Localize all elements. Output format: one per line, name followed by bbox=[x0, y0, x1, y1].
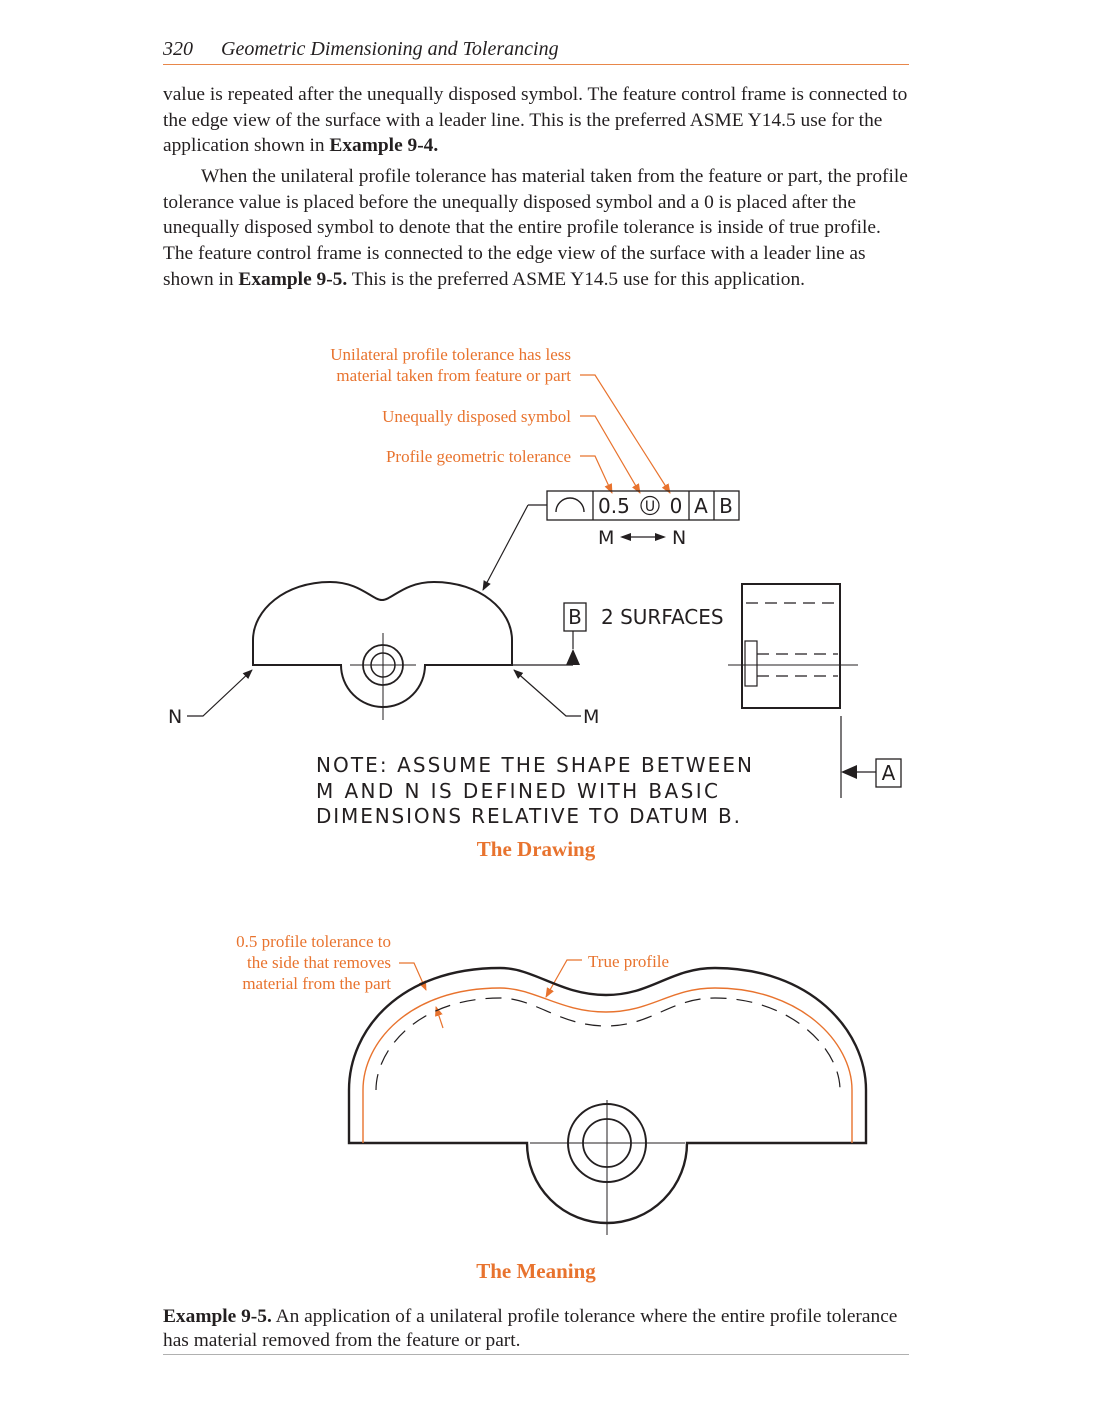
callout-unilateral-line2: material taken from feature or part bbox=[336, 366, 571, 385]
callout-tolerance-line2: the side that removes bbox=[247, 953, 391, 972]
between-left-label: M bbox=[598, 527, 615, 549]
drawing-title: The Drawing bbox=[476, 837, 596, 861]
m-n-leaders bbox=[168, 670, 599, 728]
profile-of-surface-icon bbox=[556, 498, 584, 512]
callout-unilateral-line1: Unilateral profile tolerance has less bbox=[330, 345, 571, 364]
callout-tolerance-line1: 0.5 profile tolerance to bbox=[236, 932, 391, 951]
datum-b-triangle-icon bbox=[566, 649, 580, 665]
page-number: 320 bbox=[163, 38, 193, 60]
label-m: M bbox=[583, 706, 600, 728]
fcf-modifier: U bbox=[644, 499, 656, 515]
datum-b-letter: B bbox=[568, 605, 582, 629]
callout-profile-tolerance: Profile geometric tolerance bbox=[385, 447, 571, 466]
drawing-callouts bbox=[330, 345, 670, 493]
note-line-1: NOTE: ASSUME THE SHAPE BETWEEN bbox=[316, 753, 752, 777]
paragraph-1-text: value is repeated after the unequally disposed symbol. The feature control frame is connected to the edge view of the surface with a leader line. This is the preferred ASME Y14.5 use for the application shown in bbox=[163, 84, 908, 157]
meaning-title: The Meaning bbox=[476, 1259, 596, 1283]
label-n: N bbox=[168, 706, 183, 728]
caption-label: Example 9-5. bbox=[163, 1306, 272, 1327]
meaning-callouts bbox=[236, 932, 669, 1028]
note-line-3: DIMENSIONS RELATIVE TO DATUM B. bbox=[316, 804, 740, 828]
drawing-note bbox=[316, 753, 752, 828]
footer-rule bbox=[163, 1354, 909, 1355]
book-title: Geometric Dimensioning and Tolerancing bbox=[221, 38, 559, 60]
meaning-part bbox=[349, 968, 866, 1235]
note-line-2: M AND N IS DEFINED WITH BASIC bbox=[316, 779, 718, 803]
callout-unequally-disposed: Unequally disposed symbol bbox=[382, 407, 571, 426]
part-front-view bbox=[253, 582, 573, 720]
leader-profile bbox=[580, 456, 612, 493]
datum-a-triangle-icon bbox=[841, 765, 857, 779]
datum-b-note: 2 SURFACES bbox=[601, 605, 724, 629]
fcf-leader bbox=[483, 505, 528, 590]
fcf-datum-b: B bbox=[719, 494, 733, 518]
leader-tolerance-outer bbox=[399, 963, 426, 990]
between-indicator bbox=[598, 527, 686, 549]
leader-unilateral bbox=[580, 375, 670, 493]
example-ref-9-4: Example 9-4. bbox=[329, 135, 439, 157]
figure-caption bbox=[163, 1305, 909, 1352]
paragraph-2-text-end: This is the preferred ASME Y14.5 use for this application. bbox=[347, 268, 805, 290]
between-right-label: N bbox=[672, 527, 687, 549]
fcf-tolerance-value: 0.5 bbox=[598, 494, 630, 518]
fcf-datum-a: A bbox=[694, 494, 708, 518]
part-side-view bbox=[728, 584, 901, 798]
datum-b-feature bbox=[564, 603, 724, 665]
datum-a-letter: A bbox=[881, 761, 896, 785]
between-arrow-left-icon bbox=[620, 533, 631, 541]
fcf-after-value: 0 bbox=[669, 494, 683, 518]
example-ref-9-5: Example 9-5. bbox=[238, 268, 348, 290]
callout-true-profile: True profile bbox=[588, 952, 670, 971]
between-arrow-right-icon bbox=[655, 533, 666, 541]
leader-unequally bbox=[580, 416, 640, 493]
callout-tolerance-line3: material from the part bbox=[242, 974, 391, 993]
paragraph-2-text: When the unilateral profile tolerance has material taken from the feature or part, the profile tolerance value is placed before the unequally disposed symbol and a 0 is placed after the unequally disposed symbol to denote that the entire profile tolerance is inside of true profile. The feature control frame is connected to the edge view of the surface with a leader line as shown in bbox=[163, 166, 908, 290]
caption-text: An application of a unilateral profile tolerance where the entire profile tolerance has material removed from the feature or part. bbox=[163, 1306, 898, 1351]
